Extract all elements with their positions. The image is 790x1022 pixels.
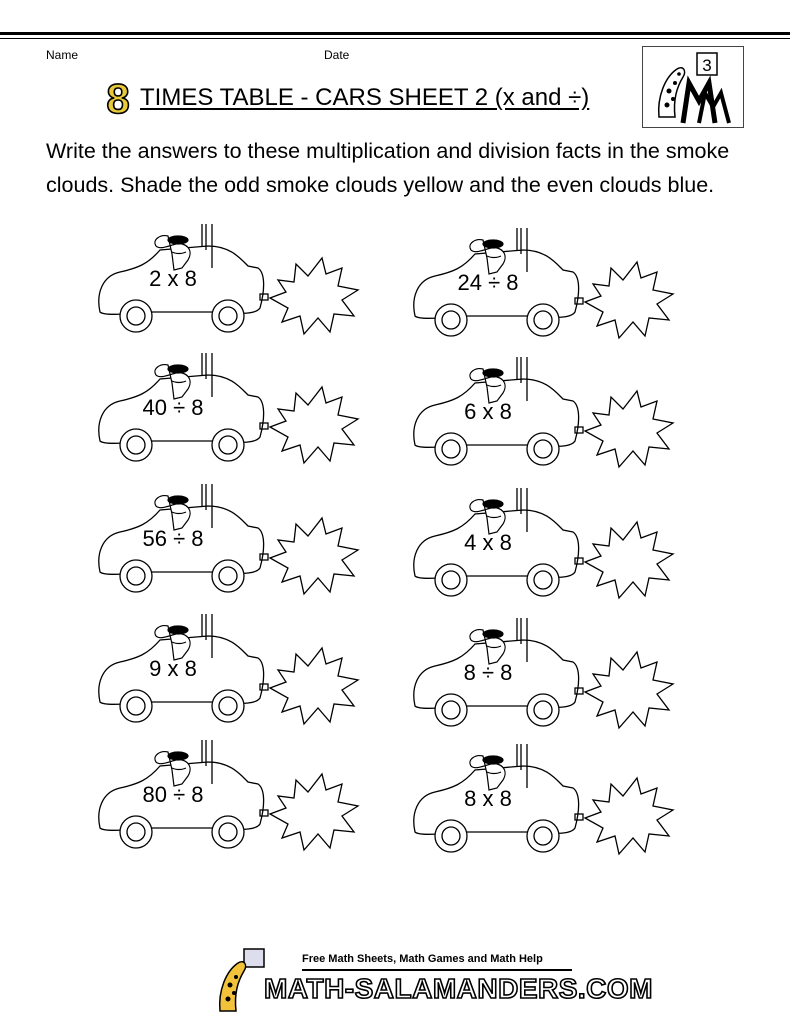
smoke-cloud — [270, 258, 358, 334]
footer-logo — [210, 945, 653, 1015]
car-problem — [90, 353, 360, 473]
smoke-cloud — [270, 387, 358, 463]
logo-grade: 3 — [702, 56, 712, 75]
smoke-cloud — [270, 774, 358, 850]
fact-text: 8 ÷ 8 — [463, 660, 513, 685]
smoke-cloud — [270, 648, 358, 724]
fact-text: 24 ÷ 8 — [457, 270, 519, 295]
top-rule-thin — [0, 38, 790, 39]
smoke-cloud — [270, 518, 358, 594]
smoke-cloud — [585, 262, 673, 338]
fact-text: 40 ÷ 8 — [142, 395, 204, 420]
car-problem — [405, 744, 675, 864]
fact-text: 80 ÷ 8 — [142, 782, 204, 807]
car-problem — [405, 618, 675, 738]
car-problem — [90, 614, 360, 734]
title-number: 8 — [106, 78, 130, 118]
page-title: TIMES TABLE - CARS SHEET 2 (x and ÷) — [140, 84, 590, 111]
car-problem — [405, 488, 675, 608]
date-label: Date — [324, 48, 350, 62]
fact-text: 2 x 8 — [149, 266, 197, 291]
fact-text: 4 x 8 — [464, 530, 512, 555]
footer-tagline: Free Math Sheets, Math Games and Math Help — [302, 953, 543, 965]
smoke-cloud — [585, 522, 673, 598]
smoke-cloud — [585, 778, 673, 854]
car-problem — [90, 224, 360, 344]
footer-brand: MATH-SALAMANDERS.COM — [264, 973, 653, 1004]
instructions: Write the answers to these multiplication and division facts in the smoke clouds. Shade the odd smoke clouds yellow and the even clouds blue. — [46, 139, 730, 197]
salamander-logo-icon — [643, 47, 743, 127]
footer-rule — [302, 969, 572, 971]
fact-text: 56 ÷ 8 — [142, 526, 204, 551]
fact-text: 9 x 8 — [149, 656, 197, 681]
car-problem — [90, 484, 360, 604]
fact-text: 8 x 8 — [464, 786, 512, 811]
name-label: Name — [46, 48, 79, 62]
car-problem — [405, 357, 675, 477]
smoke-cloud — [585, 652, 673, 728]
fact-text: 6 x 8 — [464, 399, 512, 424]
salamander-logo — [642, 46, 744, 128]
big-number-badge — [100, 78, 136, 118]
salamander-footer-icon — [210, 945, 270, 1015]
car-problem — [90, 740, 360, 860]
top-rule-thick — [0, 32, 790, 35]
smoke-cloud — [585, 391, 673, 467]
car-problem — [405, 228, 675, 348]
